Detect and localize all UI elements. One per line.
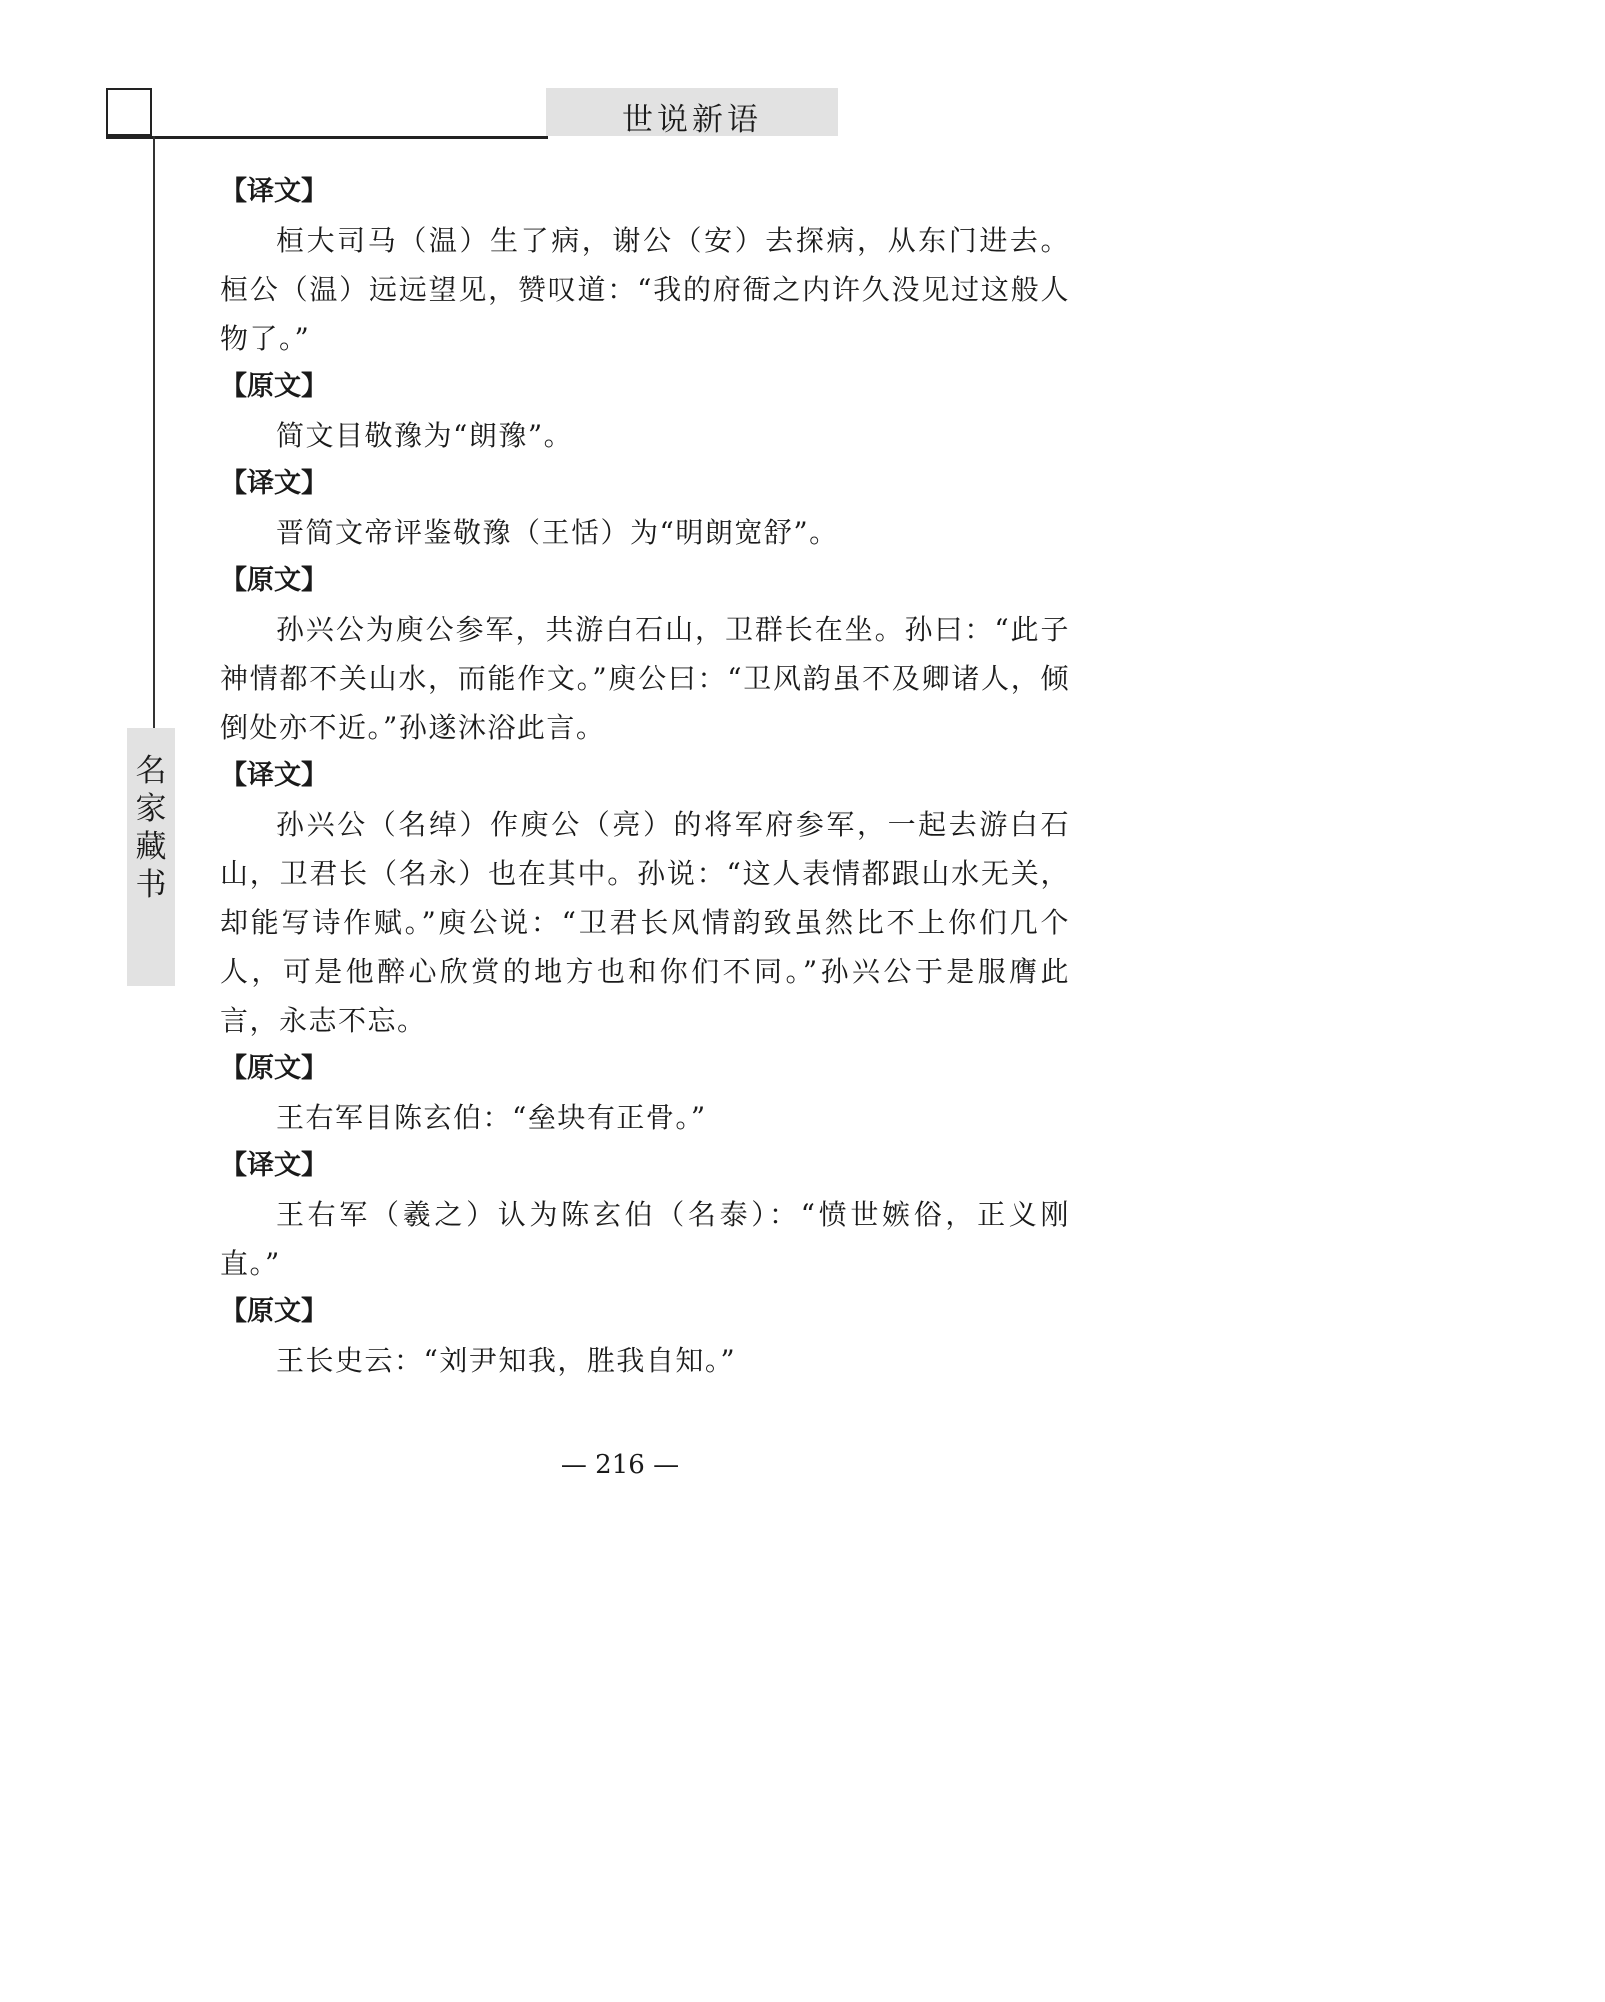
page-body (220, 168, 1070, 1385)
section-label: 【译文】 (220, 760, 328, 791)
section-label: 【译文】 (220, 1150, 328, 1181)
section-text: 王右军目陈玄伯：“垒块有正骨。” (276, 1101, 707, 1134)
header-rule (106, 136, 548, 139)
header-corner-box (106, 88, 152, 136)
side-tab-char: 书 (135, 867, 167, 903)
section-text: 桓大司马（温）生了病，谢公（安）去探病，从东门进去。桓公（温）远远望见，赞叹道：“我的府衙之内许久没见过这般人物了。” (220, 224, 1070, 355)
side-tab-char: 藏 (135, 829, 167, 865)
section-text: 孙兴公（名绰）作庾公（亮）的将军府参军，一起去游白石山，卫君长（名永）也在其中。孙说：“这人表情都跟山水无关，却能写诗作赋。”庾公说：“卫君长风情韵致虽然比不上你们几个人，可是他醉心欣赏的地方也和你们不同。”孙兴公于是服膺此言，永志不忘。 (220, 808, 1070, 1037)
section-text: 王右军（羲之）认为陈玄伯（名泰）：“愤世嫉俗，正义刚直。” (220, 1198, 1070, 1280)
section-label: 【原文】 (220, 371, 328, 402)
book-title: 世说新语 (622, 102, 762, 138)
side-tab-char: 名 (135, 753, 167, 789)
section-text: 孙兴公为庾公参军，共游白石山，卫群长在坐。孙曰：“此子神情都不关山水，而能作文。”庾公曰：“卫风韵虽不及卿诸人，倾倒处亦不近。”孙遂沐浴此言。 (220, 613, 1070, 744)
section-text: 晋简文帝评鉴敬豫（王恬）为“明朗宽舒”。 (276, 516, 839, 549)
section-label: 【原文】 (220, 1296, 328, 1327)
margin-vertical-rule (153, 136, 155, 728)
section-text: 简文目敬豫为“朗豫”。 (276, 419, 574, 452)
page-number: — 216 — (560, 1450, 680, 1480)
section-label: 【原文】 (220, 565, 328, 596)
side-tab-char: 家 (135, 791, 167, 827)
side-tab-label (127, 752, 175, 904)
section-text: 王长史云：“刘尹知我，胜我自知。” (276, 1344, 737, 1377)
section-label: 【译文】 (220, 176, 328, 207)
section-label: 【译文】 (220, 468, 328, 499)
section-label: 【原文】 (220, 1053, 328, 1084)
